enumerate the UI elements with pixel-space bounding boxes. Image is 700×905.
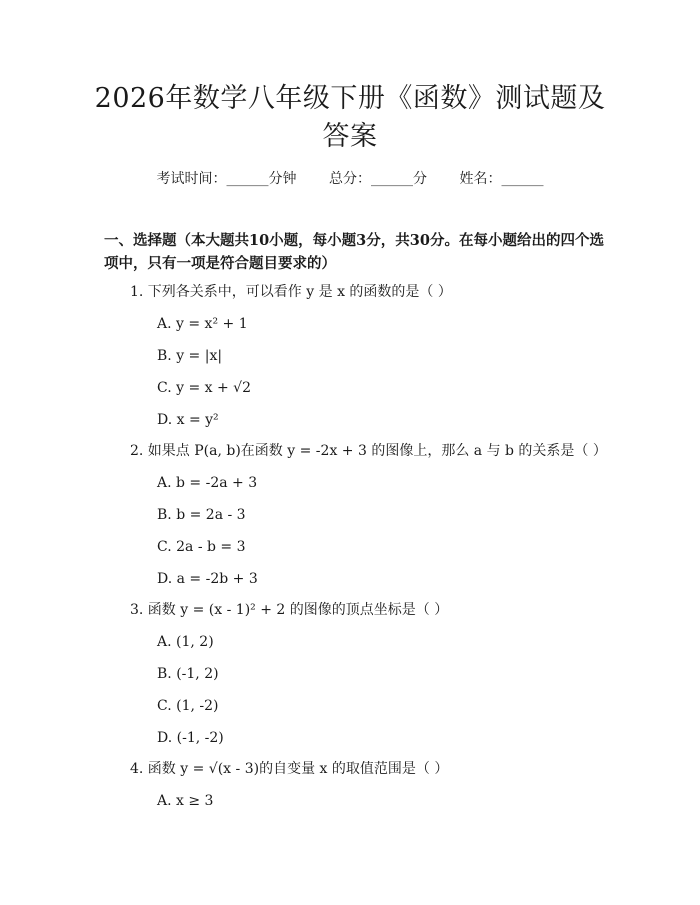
question-4-stem: 4. 函数 y = √(x - 3)的自变量 x 的取值范围是（ ） bbox=[130, 761, 449, 777]
section-title-multiple-choice: 一、选择题（本大题共10小题，每小题3分，共30分。在每小题给出的四个选项中，只有一项是符合题目要求的） bbox=[104, 232, 604, 272]
question-1-option-d: D. x = y² bbox=[157, 412, 219, 428]
question-1-option-c: C. y = x + √2 bbox=[157, 380, 252, 396]
question-2-option-c: C. 2a - b = 3 bbox=[157, 539, 246, 555]
question-3-option-a: A. (1, 2) bbox=[157, 634, 214, 650]
question-2-option-a: A. b = -2a + 3 bbox=[157, 475, 258, 491]
question-4-option-a: A. x ≥ 3 bbox=[157, 793, 214, 809]
exam-time: 考试时间：______分钟 bbox=[156, 171, 297, 187]
question-2-option-b: B. b = 2a - 3 bbox=[157, 507, 246, 523]
question-3-option-c: C. (1, -2) bbox=[157, 698, 219, 714]
question-2-stem: 2. 如果点 P(a, b)在函数 y = -2x + 3 的图像上，那么 a 与 b 的关系是（ ） bbox=[130, 443, 607, 459]
question-2-option-d: D. a = -2b + 3 bbox=[157, 571, 258, 587]
question-1-stem: 1. 下列各关系中，可以看作 y 是 x 的函数的是（ ） bbox=[130, 284, 452, 300]
student-name: 姓名：______ bbox=[459, 171, 544, 187]
question-3-stem: 3. 函数 y = (x - 1)² + 2 的图像的顶点坐标是（ ） bbox=[130, 602, 449, 618]
question-3-option-b: B. (-1, 2) bbox=[157, 666, 219, 682]
question-1-option-b: B. y = |x| bbox=[157, 348, 223, 364]
total-score: 总分：______分 bbox=[329, 171, 427, 187]
question-3-option-d: D. (-1, -2) bbox=[157, 730, 224, 746]
document-title: 2026年数学八年级下册《函数》测试题及答案 bbox=[94, 83, 606, 152]
question-1-option-a: A. y = x² + 1 bbox=[157, 316, 248, 332]
exam-info-line bbox=[0, 169, 700, 189]
